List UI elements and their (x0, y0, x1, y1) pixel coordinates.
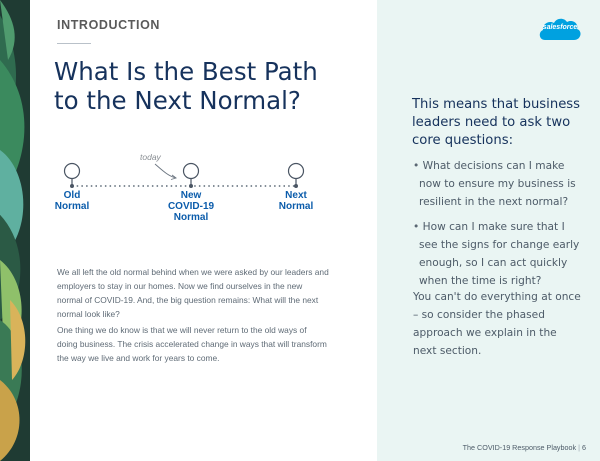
timeline-label-new (161, 190, 221, 223)
today-label: today (140, 152, 161, 162)
sidebar-note: You can't do everything at once – so consider the phased approach we explain in the next section. (413, 291, 581, 357)
timeline-label-next-line1: Next (285, 190, 307, 201)
list-item: • How can I make sure that I see the signs for change early enough, so I can act quickly when the time is right? (413, 221, 580, 287)
timeline-label-new-line2: COVID-19 (167, 201, 215, 212)
timeline-label-next-line2: Normal (278, 201, 314, 212)
section-label: INTRODUCTION (57, 18, 161, 32)
timeline-label-new-line1: New (180, 190, 202, 201)
page-title (54, 57, 354, 115)
list-item: • What decisions can I make now to ensure my business is resilient in the next normal? (413, 160, 576, 208)
marker-next-icon (289, 164, 304, 189)
core-questions-list (413, 157, 583, 297)
foliage-illustration (0, 0, 30, 461)
title-line-2: to the Next Normal? (54, 86, 301, 115)
footer-separator: | (578, 443, 580, 452)
timeline-label-old-line2: Normal (54, 201, 90, 212)
timeline-label-next (274, 190, 318, 212)
timeline-label-new-line3: Normal (173, 212, 209, 223)
page-footer (463, 443, 586, 452)
title-line-1: What Is the Best Path (54, 57, 318, 86)
body-paragraph-2: One thing we do know is that we will never return to the old ways of doing business. The crisis accelerated change in ways that will transform the way we live and work for years to come. (57, 325, 327, 363)
marker-old-icon (65, 164, 80, 189)
page-number: 6 (582, 443, 586, 452)
salesforce-logo (537, 14, 583, 46)
body-paragraph-1: We all left the old normal behind when we were asked by our leaders and employers to stay in our homes. Now we find ourselves in the new normal of COVID-19. And, the big question remains: What will the next normal look like? (57, 267, 329, 319)
question-2-text: How can I make sure that I see the signs for change early enough, so I can act quickly when the time is right? (419, 221, 580, 287)
normal-timeline (50, 150, 340, 235)
salesforce-logo-text: salesforce (542, 24, 578, 31)
footer-doc-title: The COVID-19 Response Playbook (462, 443, 577, 452)
foliage-decoration (0, 0, 30, 461)
section-divider (57, 43, 91, 44)
question-1-text: What decisions can I make now to ensure my business is resilient in the next normal? (419, 160, 576, 208)
timeline-label-old (50, 190, 94, 212)
timeline-label-old-line1: Old (63, 190, 81, 201)
marker-new-icon (184, 164, 199, 189)
sidebar-heading: This means that business leaders need to ask two core questions: (412, 97, 581, 148)
